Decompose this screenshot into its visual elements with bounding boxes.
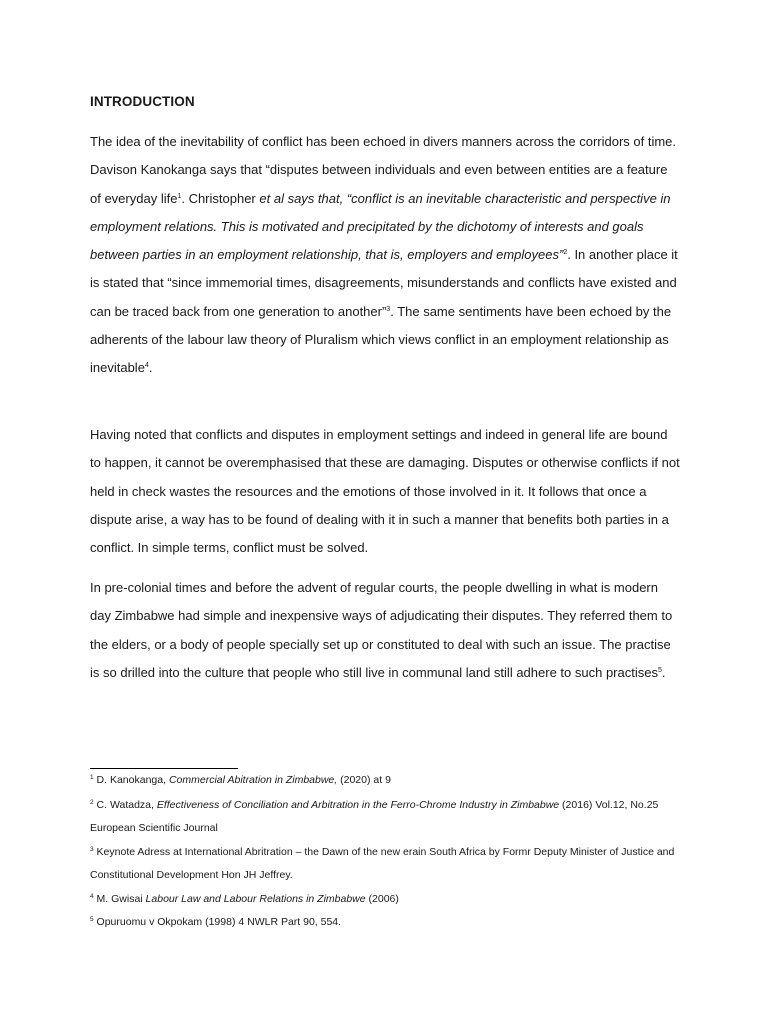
paragraph-3: [90, 574, 680, 687]
footnote-title: Effectiveness of Conciliation and Arbitration in the Ferro-Chrome Industry in Zimbabwe: [156, 799, 560, 811]
p1-quote-italic: et al says that, “conflict is an inevitable characteristic and perspective in employment relations. This is motivated and precipitated by the dichotomy of interests and goals between parties in an employment relationship, that is, employers and employees”: [90, 190, 671, 263]
footnote-5: [90, 911, 680, 934]
p1-text-a: The idea of the inevitability of conflict has been echoed in divers manners across the corridors of time. Davison Kanokanga says that “disputes between individuals and even between entities are a feature of everyday life: [90, 134, 677, 206]
p1-text-d: . The same sentiments have been echoed by the adherents of the labour law theory of Pluralism which views conflict in an employment relationship as inevitable: [90, 303, 672, 376]
footnote-ref-5[interactable]: 5: [657, 666, 662, 674]
p3-text-a: In pre-colonial times and before the advent of regular courts, the people dwelling in what is modern day Zimbabwe had simple and inexpensive ways of adjudicating their disputes. They referred them to the elders, or a body of people specially set up or constituted to deal with such an issue. The practise is so drilled into the culture that people who still live in communal land still adhere to such practises: [90, 580, 673, 680]
footnote-number: 4: [90, 893, 94, 900]
footnote-text: Keynote Adress at International Abritration – the Dawn of the new erain South Africa by Formr Deputy Minister of Justice and Constitutional Development Hon JH Jeffrey.: [90, 846, 675, 881]
section-heading: INTRODUCTION: [90, 94, 195, 109]
footnote-ref-1[interactable]: 1: [177, 192, 182, 200]
footnote-text: M. Gwisai: [93, 893, 146, 905]
footnote-1: [90, 769, 680, 792]
footnote-text: (2016) Vol.12, No.25 European Scientific Journal: [90, 799, 659, 834]
footnote-text: (2020) at 9: [337, 774, 391, 786]
footnote-ref-3[interactable]: 3: [386, 305, 391, 313]
footnote-ref-2[interactable]: 2: [563, 249, 568, 257]
footnote-ref-4[interactable]: 4: [144, 362, 149, 370]
footnote-number: 2: [90, 799, 94, 806]
footnote-text: (2006): [365, 893, 399, 905]
footnote-number: 3: [90, 846, 94, 853]
p1-text-b: . Christopher: [181, 190, 260, 206]
footnote-text: D. Kanokanga,: [93, 774, 169, 786]
p1-text-c: . In another place it is stated that “since immemorial times, disagreements, misunderstands and conflicts have existed and can be traced back from one generation to another”: [90, 247, 678, 319]
footnote-4: [90, 888, 680, 911]
footnote-2: [90, 794, 680, 839]
footnote-text: C. Watadza,: [93, 799, 157, 811]
paragraph-1: [90, 128, 680, 383]
footnote-title: Commercial Abitration in Zimbabwe,: [168, 774, 338, 786]
p1-text-e: .: [148, 360, 153, 376]
footnote-number: 1: [90, 774, 94, 781]
footnote-title: Labour Law and Labour Relations in Zimbabwe: [145, 893, 366, 905]
paragraph-2: Having noted that conflicts and disputes in employment settings and indeed in general life are bound to happen, it cannot be overemphasised that these are damaging. Disputes or otherwise conflicts if not held in check wastes the resources and the emotions of those involved in it. It follows that once a dispute arise, a way has to be found of dealing with it in such a manner that benefits both parties in a conflict. In simple terms, conflict must be solved.: [90, 427, 680, 556]
p3-text-b: .: [661, 664, 666, 680]
footnote-number: 5: [90, 916, 94, 923]
footnote-3: [90, 841, 680, 886]
footnote-text: Opuruomu v Okpokam (1998) 4 NWLR Part 90, 554.: [93, 916, 342, 928]
